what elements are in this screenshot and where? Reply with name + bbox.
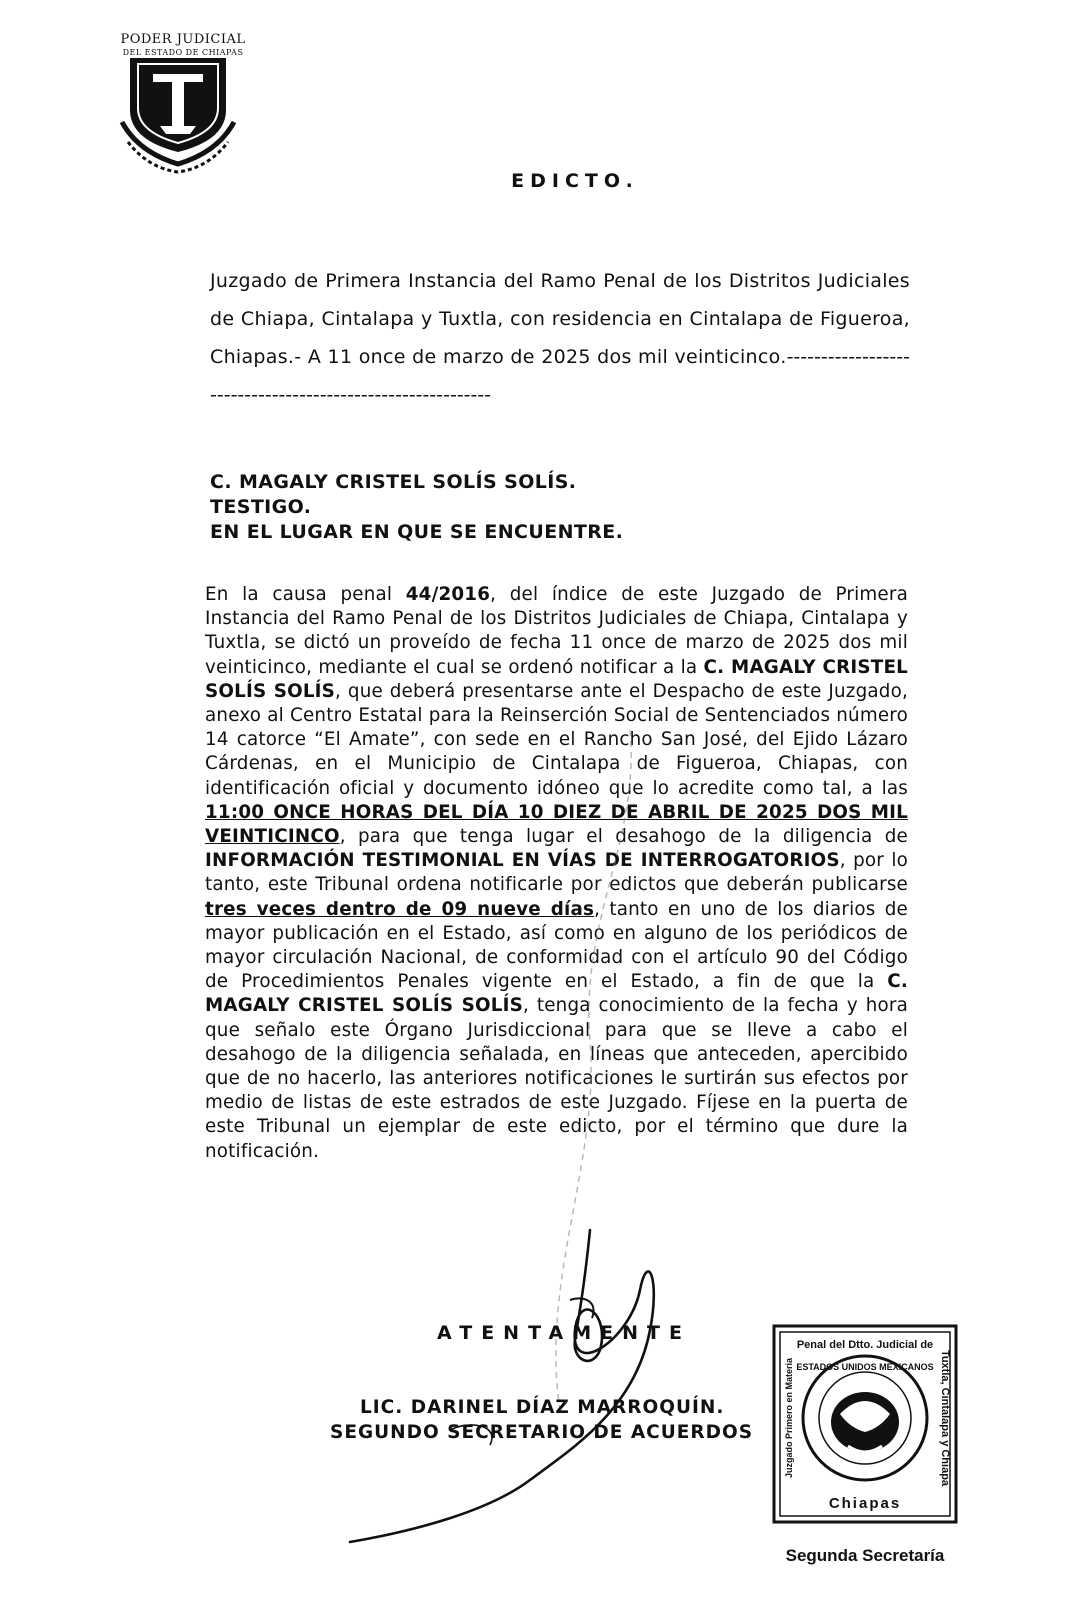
seal-bottom-text: Chiapas [828,1495,902,1512]
body-paragraph [205,583,908,1164]
intro-dashes: ----------------------------------------------------------- [210,346,910,406]
chiapas-judicial-crest-icon [108,30,248,180]
witness-name-2: C. MAGALY CRISTEL SOLÍS SOLÍS [205,971,908,1017]
seal-left-text: Juzgado Primero en Materia [784,1357,794,1479]
intro-paragraph [210,262,910,414]
addressee-role: TESTIGO. [210,496,312,518]
body-text-5: , por lo tanto, este Tribunal ordena notificarle por edictos que deberán publicarse [205,850,908,896]
institution-subtitle: DEL ESTADO DE CHIAPAS [122,48,244,57]
witness-name-1: C. MAGALY CRISTEL SOLÍS SOLÍS [205,656,909,702]
body-text-6: , tanto en uno de los diarios de mayor publicación en el Estado, así como en alguno de los periódicos de mayor circulación Nacional, de conformidad con el artículo 90 del Código de Procedimientos Penales vigente en el Estado, a fin de que la [205,898,908,993]
body-text-7: , tenga conocimiento de la fecha y hora que señalo este Órgano Jurisdiccional para que se lleve a cabo el desahogo de la diligencia señalada, en líneas que anteceden, apercibido que de no hacerlo, las anteriores notificaciones le surtirán sus efectos por medio de listas de este estrados de este Juzgado. Fíjese en la puerta de este Tribunal un ejemplar de este edicto, por el término que dure la notificación. [205,995,908,1162]
signer-name: LIC. DARINEL DÍAZ MARROQUÍN. [360,1397,725,1418]
hearing-datetime: 11:00 ONCE HORAS DEL DÍA 10 DIEZ DE ABRIL DE 2025 DOS MIL VEINTICINCO [205,801,908,848]
body-text-1: En la causa penal [205,584,406,605]
seal-right-text: Tuxtla, Cintalapa y Chiapa [939,1349,951,1487]
addressee-block [210,470,910,545]
body-text-4: , para que tenga lugar el desahogo de la diligencia de [339,826,908,848]
seal-ring-text: ESTADOS UNIDOS MEXICANOS [796,1362,934,1372]
document-title: EDICTO. [511,170,639,192]
addressee-location: EN EL LUGAR EN QUE SE ENCUENTRE. [210,521,624,543]
intro-text: Juzgado de Primera Instancia del Ramo Penal de los Distritos Judiciales de Chiapa, Cintalapa y Tuxtla, con residencia en Cintalapa de Figueroa, Chiapas.- A 11 once de marzo de 2025 dos mil veinticinco. [210,270,910,368]
publication-term: tres veces dentro de 09 nueve días [205,898,595,920]
seal-footer-stamp [770,1535,960,1575]
signer-role: SEGUNDO SECRETARIO DE ACUERDOS [330,1422,754,1443]
body-text-3: , que deberá presentarse ante el Despacho de este Juzgado, anexo al Centro Estatal para la Reinserción Social de Sentenciados número 14 catorce “El Amate”, con sede en el Rancho San José, del Ejido Lázaro Cárdenas, en el Municipio de Cintalapa de Figueroa, Chiapas, con identificación oficial y documento idóneo que lo acredite como tal, a las [205,680,908,799]
mexican-eagle-seal-icon [770,1318,960,1528]
seal-top-text: Penal del Dtto. Judicial de [796,1339,934,1351]
body-text-2: , del índice de este Juzgado de Primera Instancia del Ramo Penal de los Distritos Judiciales de Chiapa, Cintalapa y Tuxtla, se dictó un proveído de fecha 11 once de marzo de 2025 dos mil veinticinco, mediante el cual se ordenó notificar a la [205,584,908,678]
seal-footer-text: Segunda Secretaría [785,1546,945,1565]
diligence-type: INFORMACIÓN TESTIMONIAL EN VÍAS DE INTERROGATORIOS [205,850,840,872]
case-number: 44/2016 [405,584,491,605]
closing-salutation: ATENTAMENTE [437,1322,691,1344]
addressee-name: C. MAGALY CRISTEL SOLÍS SOLÍS. [210,471,577,493]
institution-name: PODER JUDICIAL [120,32,246,47]
handwritten-signature [330,1220,750,1550]
